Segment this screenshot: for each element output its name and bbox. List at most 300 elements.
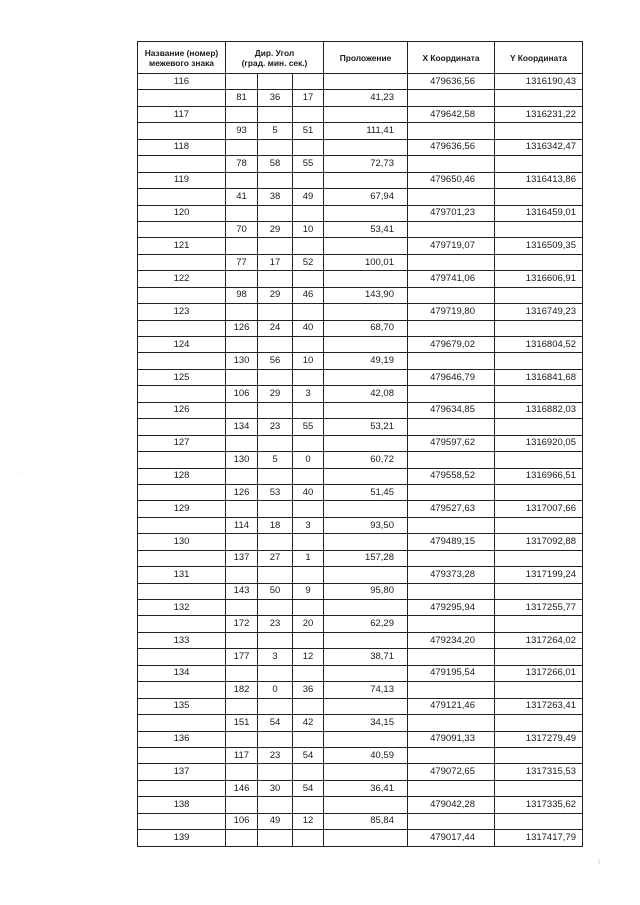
length-cell	[324, 205, 408, 221]
angle-seconds-cell: 1	[293, 550, 324, 566]
angle-minutes-cell	[258, 172, 293, 188]
y-coordinate-cell: 1317255,77	[495, 600, 583, 616]
x-coordinate-cell: 479646,79	[408, 369, 495, 385]
angle-seconds-cell: 46	[293, 287, 324, 303]
segment-row	[138, 484, 583, 500]
point-name-cell	[138, 517, 226, 533]
y-coordinate-cell: 1316606,91	[495, 271, 583, 287]
y-coordinate-cell	[495, 419, 583, 435]
segment-row	[138, 189, 583, 205]
y-coordinate-cell: 1317092,88	[495, 534, 583, 550]
point-name-cell	[138, 583, 226, 599]
y-coordinate-cell	[495, 189, 583, 205]
point-row	[138, 797, 583, 813]
y-coordinate-cell: 1317263,41	[495, 698, 583, 714]
angle-seconds-cell: 54	[293, 747, 324, 763]
point-name-cell: 139	[138, 830, 226, 846]
x-coordinate-cell	[408, 813, 495, 829]
length-cell: 42,08	[324, 386, 408, 402]
point-name-cell: 137	[138, 764, 226, 780]
segment-row	[138, 254, 583, 270]
length-cell: 68,70	[324, 320, 408, 336]
y-coordinate-cell	[495, 583, 583, 599]
point-name-cell: 124	[138, 337, 226, 353]
angle-seconds-cell	[293, 764, 324, 780]
point-name-cell	[138, 813, 226, 829]
angle-seconds-cell	[293, 665, 324, 681]
length-cell: 62,29	[324, 616, 408, 632]
point-name-cell	[138, 715, 226, 731]
angle-degrees-cell: 143	[226, 583, 258, 599]
length-cell: 85,84	[324, 813, 408, 829]
point-name-cell	[138, 386, 226, 402]
y-coordinate-cell: 1316841,68	[495, 369, 583, 385]
angle-minutes-cell	[258, 402, 293, 418]
angle-degrees-cell	[226, 74, 258, 90]
length-cell: 74,13	[324, 682, 408, 698]
angle-minutes-cell: 38	[258, 189, 293, 205]
length-cell	[324, 731, 408, 747]
angle-seconds-cell	[293, 369, 324, 385]
y-coordinate-cell	[495, 452, 583, 468]
point-name-cell	[138, 320, 226, 336]
point-name-cell: 116	[138, 74, 226, 90]
point-name-cell	[138, 156, 226, 172]
x-coordinate-cell: 479527,63	[408, 501, 495, 517]
angle-degrees-cell: 114	[226, 517, 258, 533]
segment-row	[138, 517, 583, 533]
angle-degrees-cell	[226, 632, 258, 648]
angle-degrees-cell	[226, 665, 258, 681]
point-name-cell: 130	[138, 534, 226, 550]
point-name-cell: 123	[138, 304, 226, 320]
length-cell	[324, 74, 408, 90]
x-coordinate-cell: 479373,28	[408, 567, 495, 583]
length-cell	[324, 435, 408, 451]
y-coordinate-cell: 1317417,79	[495, 830, 583, 846]
x-coordinate-cell: 479295,94	[408, 600, 495, 616]
angle-degrees-cell: 93	[226, 123, 258, 139]
angle-minutes-cell	[258, 632, 293, 648]
angle-seconds-cell: 42	[293, 715, 324, 731]
length-cell: 49,19	[324, 353, 408, 369]
angle-seconds-cell	[293, 731, 324, 747]
angle-seconds-cell	[293, 600, 324, 616]
segment-row	[138, 682, 583, 698]
scan-artifact: ·	[20, 470, 23, 477]
x-coordinate-cell	[408, 386, 495, 402]
angle-degrees-cell: 130	[226, 452, 258, 468]
y-coordinate-cell: 1316459,01	[495, 205, 583, 221]
angle-minutes-cell: 23	[258, 616, 293, 632]
x-coordinate-cell: 479650,46	[408, 172, 495, 188]
segment-row	[138, 419, 583, 435]
point-name-cell: 125	[138, 369, 226, 385]
length-cell: 100,01	[324, 254, 408, 270]
point-name-cell: 133	[138, 632, 226, 648]
angle-degrees-cell: 126	[226, 484, 258, 500]
header-point-name-line1: Название (номер)	[144, 47, 219, 58]
angle-minutes-cell	[258, 205, 293, 221]
x-coordinate-cell: 479642,58	[408, 106, 495, 122]
y-coordinate-cell: 1316190,43	[495, 74, 583, 90]
segment-row	[138, 386, 583, 402]
y-coordinate-cell	[495, 517, 583, 533]
y-coordinate-cell	[495, 123, 583, 139]
angle-minutes-cell: 3	[258, 649, 293, 665]
x-coordinate-cell: 479072,65	[408, 764, 495, 780]
point-name-cell: 132	[138, 600, 226, 616]
y-coordinate-cell: 1316804,52	[495, 337, 583, 353]
x-coordinate-cell: 479634,85	[408, 402, 495, 418]
x-coordinate-cell	[408, 156, 495, 172]
angle-degrees-cell	[226, 271, 258, 287]
point-name-cell	[138, 189, 226, 205]
angle-seconds-cell	[293, 205, 324, 221]
angle-degrees-cell: 182	[226, 682, 258, 698]
y-coordinate-cell: 1316342,47	[495, 139, 583, 155]
length-cell: 51,45	[324, 484, 408, 500]
length-cell: 41,23	[324, 90, 408, 106]
angle-degrees-cell	[226, 106, 258, 122]
segment-row	[138, 123, 583, 139]
angle-seconds-cell: 55	[293, 419, 324, 435]
point-row	[138, 600, 583, 616]
angle-seconds-cell	[293, 468, 324, 484]
y-coordinate-cell	[495, 649, 583, 665]
point-row	[138, 435, 583, 451]
angle-seconds-cell: 10	[293, 353, 324, 369]
angle-degrees-cell: 151	[226, 715, 258, 731]
point-name-cell	[138, 90, 226, 106]
length-cell: 143,90	[324, 287, 408, 303]
point-row	[138, 139, 583, 155]
length-cell: 34,15	[324, 715, 408, 731]
angle-degrees-cell	[226, 731, 258, 747]
angle-degrees-cell	[226, 238, 258, 254]
angle-seconds-cell: 12	[293, 813, 324, 829]
angle-seconds-cell: 12	[293, 649, 324, 665]
angle-degrees-cell	[226, 567, 258, 583]
angle-degrees-cell	[226, 205, 258, 221]
x-coordinate-cell: 479741,06	[408, 271, 495, 287]
angle-degrees-cell	[226, 369, 258, 385]
angle-seconds-cell	[293, 139, 324, 155]
angle-degrees-cell	[226, 534, 258, 550]
y-coordinate-cell	[495, 221, 583, 237]
angle-minutes-cell	[258, 238, 293, 254]
table-body	[138, 74, 583, 847]
angle-seconds-cell: 36	[293, 682, 324, 698]
angle-minutes-cell: 54	[258, 715, 293, 731]
x-coordinate-cell	[408, 419, 495, 435]
angle-seconds-cell: 49	[293, 189, 324, 205]
angle-minutes-cell	[258, 468, 293, 484]
length-cell	[324, 369, 408, 385]
angle-minutes-cell: 58	[258, 156, 293, 172]
y-coordinate-cell: 1316509,35	[495, 238, 583, 254]
angle-minutes-cell: 24	[258, 320, 293, 336]
angle-minutes-cell	[258, 665, 293, 681]
point-row	[138, 830, 583, 846]
length-cell: 40,59	[324, 747, 408, 763]
length-cell	[324, 271, 408, 287]
point-row	[138, 74, 583, 90]
point-name-cell	[138, 123, 226, 139]
x-coordinate-cell	[408, 452, 495, 468]
point-row	[138, 665, 583, 681]
angle-minutes-cell: 29	[258, 221, 293, 237]
x-coordinate-cell: 479719,80	[408, 304, 495, 320]
angle-minutes-cell	[258, 698, 293, 714]
segment-row	[138, 320, 583, 336]
x-coordinate-cell: 479017,44	[408, 830, 495, 846]
point-name-cell: 127	[138, 435, 226, 451]
y-coordinate-cell	[495, 780, 583, 796]
x-coordinate-cell	[408, 90, 495, 106]
angle-minutes-cell: 23	[258, 747, 293, 763]
angle-degrees-cell: 172	[226, 616, 258, 632]
segment-row	[138, 221, 583, 237]
angle-seconds-cell	[293, 501, 324, 517]
y-coordinate-cell: 1316882,03	[495, 402, 583, 418]
angle-degrees-cell	[226, 139, 258, 155]
scan-artifact: ⁝	[598, 859, 601, 866]
length-cell	[324, 698, 408, 714]
point-row	[138, 106, 583, 122]
angle-seconds-cell: 3	[293, 517, 324, 533]
y-coordinate-cell	[495, 320, 583, 336]
point-name-cell	[138, 484, 226, 500]
segment-row	[138, 156, 583, 172]
y-coordinate-cell: 1317266,01	[495, 665, 583, 681]
length-cell: 72,73	[324, 156, 408, 172]
angle-degrees-cell: 77	[226, 254, 258, 270]
point-name-cell	[138, 221, 226, 237]
length-cell	[324, 402, 408, 418]
angle-minutes-cell	[258, 139, 293, 155]
point-row	[138, 567, 583, 583]
x-coordinate-cell	[408, 616, 495, 632]
angle-minutes-cell: 5	[258, 123, 293, 139]
y-coordinate-cell	[495, 386, 583, 402]
angle-degrees-cell	[226, 172, 258, 188]
header-row	[138, 42, 583, 74]
segment-row	[138, 715, 583, 731]
angle-minutes-cell: 0	[258, 682, 293, 698]
point-row	[138, 337, 583, 353]
y-coordinate-cell: 1317199,24	[495, 567, 583, 583]
x-coordinate-cell: 479234,20	[408, 632, 495, 648]
angle-minutes-cell: 27	[258, 550, 293, 566]
length-cell	[324, 468, 408, 484]
point-name-cell: 131	[138, 567, 226, 583]
x-coordinate-cell	[408, 747, 495, 763]
segment-row	[138, 353, 583, 369]
angle-minutes-cell: 49	[258, 813, 293, 829]
point-name-cell: 118	[138, 139, 226, 155]
angle-seconds-cell	[293, 304, 324, 320]
angle-seconds-cell: 51	[293, 123, 324, 139]
segment-row	[138, 583, 583, 599]
angle-minutes-cell	[258, 797, 293, 813]
angle-minutes-cell	[258, 337, 293, 353]
angle-minutes-cell	[258, 501, 293, 517]
length-cell	[324, 172, 408, 188]
x-coordinate-cell: 479636,56	[408, 139, 495, 155]
length-cell	[324, 830, 408, 846]
angle-seconds-cell	[293, 567, 324, 583]
length-cell	[324, 139, 408, 155]
angle-seconds-cell	[293, 534, 324, 550]
y-coordinate-cell: 1317315,53	[495, 764, 583, 780]
point-row	[138, 501, 583, 517]
length-cell: 60,72	[324, 452, 408, 468]
point-name-cell	[138, 649, 226, 665]
length-cell: 53,21	[324, 419, 408, 435]
length-cell: 111,41	[324, 123, 408, 139]
header-y-coordinate: Y Координата	[495, 42, 583, 74]
segment-row	[138, 649, 583, 665]
x-coordinate-cell: 479719,07	[408, 238, 495, 254]
angle-degrees-cell: 78	[226, 156, 258, 172]
x-coordinate-cell	[408, 682, 495, 698]
length-cell	[324, 534, 408, 550]
length-cell: 53,41	[324, 221, 408, 237]
header-point-name	[138, 42, 226, 74]
segment-row	[138, 780, 583, 796]
point-name-cell: 120	[138, 205, 226, 221]
length-cell	[324, 764, 408, 780]
angle-minutes-cell	[258, 106, 293, 122]
angle-minutes-cell: 36	[258, 90, 293, 106]
angle-degrees-cell: 134	[226, 419, 258, 435]
point-name-cell	[138, 452, 226, 468]
angle-minutes-cell	[258, 369, 293, 385]
y-coordinate-cell: 1317264,02	[495, 632, 583, 648]
angle-minutes-cell: 29	[258, 287, 293, 303]
angle-degrees-cell	[226, 501, 258, 517]
point-name-cell	[138, 419, 226, 435]
point-name-cell: 121	[138, 238, 226, 254]
angle-degrees-cell	[226, 402, 258, 418]
point-row	[138, 238, 583, 254]
x-coordinate-cell	[408, 353, 495, 369]
point-name-cell: 122	[138, 271, 226, 287]
length-cell	[324, 797, 408, 813]
x-coordinate-cell	[408, 189, 495, 205]
point-row	[138, 632, 583, 648]
segment-row	[138, 90, 583, 106]
point-row	[138, 764, 583, 780]
angle-minutes-cell: 5	[258, 452, 293, 468]
length-cell	[324, 304, 408, 320]
angle-seconds-cell	[293, 106, 324, 122]
segment-row	[138, 616, 583, 632]
point-name-cell: 119	[138, 172, 226, 188]
angle-degrees-cell: 130	[226, 353, 258, 369]
y-coordinate-cell	[495, 616, 583, 632]
x-coordinate-cell	[408, 254, 495, 270]
x-coordinate-cell	[408, 484, 495, 500]
point-name-cell	[138, 353, 226, 369]
length-cell: 67,94	[324, 189, 408, 205]
angle-degrees-cell: 126	[226, 320, 258, 336]
angle-seconds-cell	[293, 337, 324, 353]
length-cell	[324, 567, 408, 583]
header-direction-angle-line2: (град. мин. сек.)	[241, 57, 308, 68]
point-name-cell: 117	[138, 106, 226, 122]
point-row	[138, 402, 583, 418]
angle-minutes-cell: 29	[258, 386, 293, 402]
angle-seconds-cell: 55	[293, 156, 324, 172]
x-coordinate-cell	[408, 221, 495, 237]
angle-seconds-cell	[293, 830, 324, 846]
angle-degrees-cell: 106	[226, 386, 258, 402]
point-row	[138, 304, 583, 320]
y-coordinate-cell	[495, 813, 583, 829]
angle-seconds-cell: 10	[293, 221, 324, 237]
y-coordinate-cell: 1316966,51	[495, 468, 583, 484]
point-row	[138, 534, 583, 550]
length-cell: 93,50	[324, 517, 408, 533]
angle-minutes-cell	[258, 534, 293, 550]
y-coordinate-cell	[495, 90, 583, 106]
x-coordinate-cell: 479636,56	[408, 74, 495, 90]
angle-seconds-cell	[293, 698, 324, 714]
length-cell	[324, 238, 408, 254]
point-name-cell	[138, 550, 226, 566]
angle-seconds-cell: 20	[293, 616, 324, 632]
x-coordinate-cell	[408, 320, 495, 336]
y-coordinate-cell: 1317279,49	[495, 731, 583, 747]
angle-degrees-cell: 106	[226, 813, 258, 829]
point-name-cell	[138, 780, 226, 796]
point-name-cell: 138	[138, 797, 226, 813]
y-coordinate-cell	[495, 484, 583, 500]
point-row	[138, 369, 583, 385]
y-coordinate-cell	[495, 254, 583, 270]
point-name-cell: 135	[138, 698, 226, 714]
length-cell: 36,41	[324, 780, 408, 796]
point-row	[138, 468, 583, 484]
x-coordinate-cell	[408, 649, 495, 665]
point-name-cell	[138, 254, 226, 270]
angle-degrees-cell	[226, 764, 258, 780]
angle-minutes-cell	[258, 731, 293, 747]
angle-degrees-cell	[226, 337, 258, 353]
angle-minutes-cell	[258, 830, 293, 846]
point-name-cell	[138, 287, 226, 303]
point-name-cell: 126	[138, 402, 226, 418]
x-coordinate-cell	[408, 123, 495, 139]
angle-degrees-cell: 98	[226, 287, 258, 303]
y-coordinate-cell: 1316231,22	[495, 106, 583, 122]
y-coordinate-cell: 1317007,66	[495, 501, 583, 517]
y-coordinate-cell	[495, 682, 583, 698]
table-header	[138, 42, 583, 74]
angle-seconds-cell: 9	[293, 583, 324, 599]
header-length: Проложение	[324, 42, 408, 74]
angle-minutes-cell: 30	[258, 780, 293, 796]
header-x-coordinate: X Координата	[408, 42, 495, 74]
x-coordinate-cell	[408, 550, 495, 566]
angle-degrees-cell: 41	[226, 189, 258, 205]
angle-minutes-cell: 23	[258, 419, 293, 435]
segment-row	[138, 747, 583, 763]
x-coordinate-cell: 479701,23	[408, 205, 495, 221]
x-coordinate-cell: 479679,02	[408, 337, 495, 353]
